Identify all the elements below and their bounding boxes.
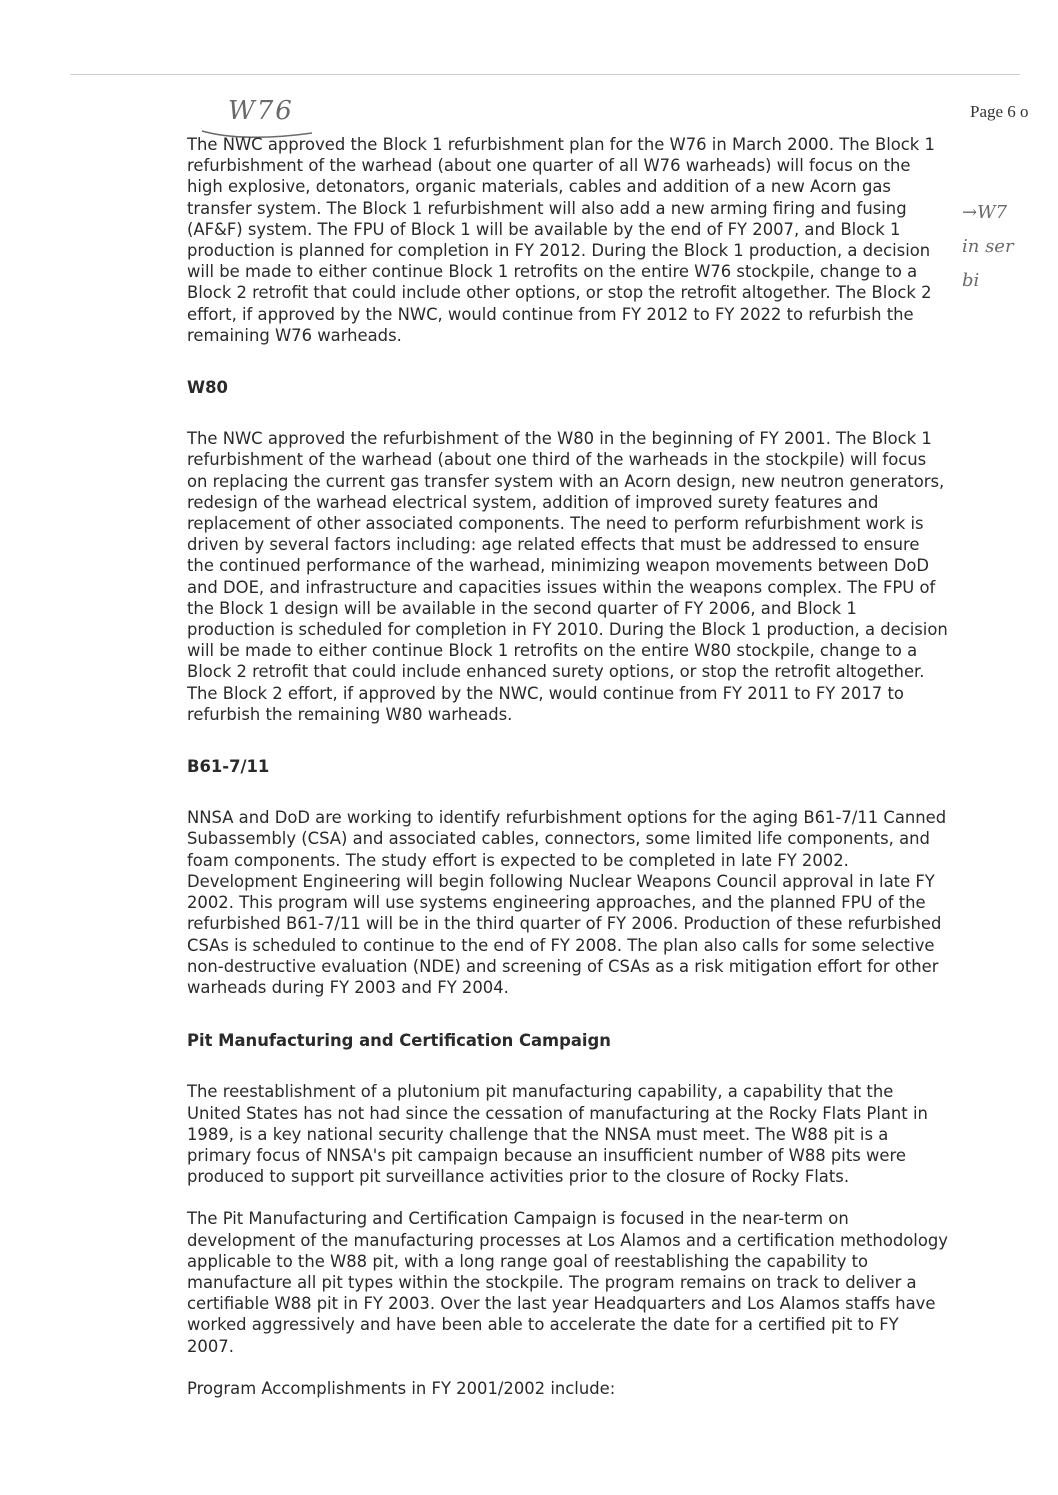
- w76-paragraph: The NWC approved the Block 1 refurbishment plan for the W76 in March 2000. The Block 1 refurbishment of the warhead (about one quarter of all W76 warheads) will focus on the high explosive, detonators, organic materials, cables and addition of a new Acorn gas transfer system. The Block 1 refurbishment will also add a new arming firing and fusing (AF&F) system. The FPU of Block 1 will be available by the end of FY 2007, and Block 1 production is planned for completion in FY 2012. During the Block 1 production, a decision will be made to either continue Block 1 retrofits on the entire W76 stockpile, change to a Block 2 retrofit that could include other options, or stop the retrofit altogether. The Block 2 effort, if approved by the NWC, would continue from FY 2012 to FY 2022 to refurbish the remaining W76 warheads.: [187, 135, 935, 345]
- b61-paragraph: NNSA and DoD are working to identify refurbishment options for the aging B61-7/11 Canned Subassembly (CSA) and associated cables, connectors, some limited life components, and foam components. The study effort is expected to be completed in late FY 2002. Development Engineering will begin following Nuclear Weapons Council approval in late FY 2002. This program will use systems engineering approaches, and the planned FPU of the refurbished B61-7/11 will be in the third quarter of FY 2006. Production of these refurbished CSAs is scheduled to continue to the end of FY 2008. The plan also calls for some selective non-destructive evaluation (NDE) and screening of CSAs as a risk mitigation effort for other warheads during FY 2003 and FY 2004.: [187, 808, 947, 997]
- pit-paragraph-1: The reestablishment of a plutonium pit manufacturing capability, a capability that the United States has not had since the cessation of manufacturing at the Rocky Flats Plant in 1989, is a key national security challenge that the NNSA must meet. The W88 pit is a primary focus of NNSA's pit campaign because an insufficient number of W88 pits were produced to support pit surveillance activities prior to the closure of Rocky Flats.: [187, 1082, 928, 1187]
- margin-note-line: bi: [962, 270, 980, 291]
- pit-paragraph-2: The Pit Manufacturing and Certification Campaign is focused in the near-term on development of the manufacturing processes at Los Alamos and a certification methodology applicable to the W88 pit, with a long range goal of reestablishing the capability to manufacture all pit types within the stockpile. The program remains on track to deliver a certifiable W88 pit in FY 2003. Over the last year Headquarters and Los Alamos staffs have worked aggressively and have been able to accelerate the date for a certified pit to FY 2007.: [187, 1209, 948, 1356]
- pit-campaign-heading: Pit Manufacturing and Certification Campaign: [187, 1031, 611, 1051]
- page-number: Page 6 o: [970, 102, 1029, 121]
- document-body: [187, 134, 949, 1399]
- margin-note-line: in ser: [962, 236, 1014, 257]
- handwritten-margin-notes: [962, 196, 1014, 298]
- scan-edge-line: [70, 74, 1020, 75]
- w80-paragraph: The NWC approved the refurbishment of the W80 in the beginning of FY 2001. The Block 1 refurbishment of the warhead (about one third of the warheads in the stockpile) will focus on replacing the current gas transfer system with an Acorn design, new neutron generators, redesign of the warhead electrical system, addition of improved surety features and replacement of other associated components. The need to perform refurbishment work is driven by several factors including: age related effects that must be addressed to ensure the continued performance of the warhead, minimizing weapon movements between DoD and DOE, and infrastructure and capacities issues within the weapons complex. The FPU of the Block 1 design will be available in the second quarter of FY 2006, and Block 1 production is scheduled for completion in FY 2010. During the Block 1 production, a decision will be made to either continue Block 1 retrofits on the entire W80 stockpile, change to a Block 2 retrofit that could include enhanced surety options, or stop the retrofit altogether. The Block 2 effort, if approved by the NWC, would continue from FY 2011 to FY 2017 to refurbish the remaining W80 warheads.: [187, 429, 948, 724]
- handwritten-note-w76: W76: [228, 96, 294, 126]
- b61-heading: B61-7/11: [187, 757, 270, 777]
- w80-heading: W80: [187, 378, 228, 398]
- margin-note-line: →W7: [962, 202, 1008, 223]
- accomplishments-intro: Program Accomplishments in FY 2001/2002 include:: [187, 1378, 616, 1398]
